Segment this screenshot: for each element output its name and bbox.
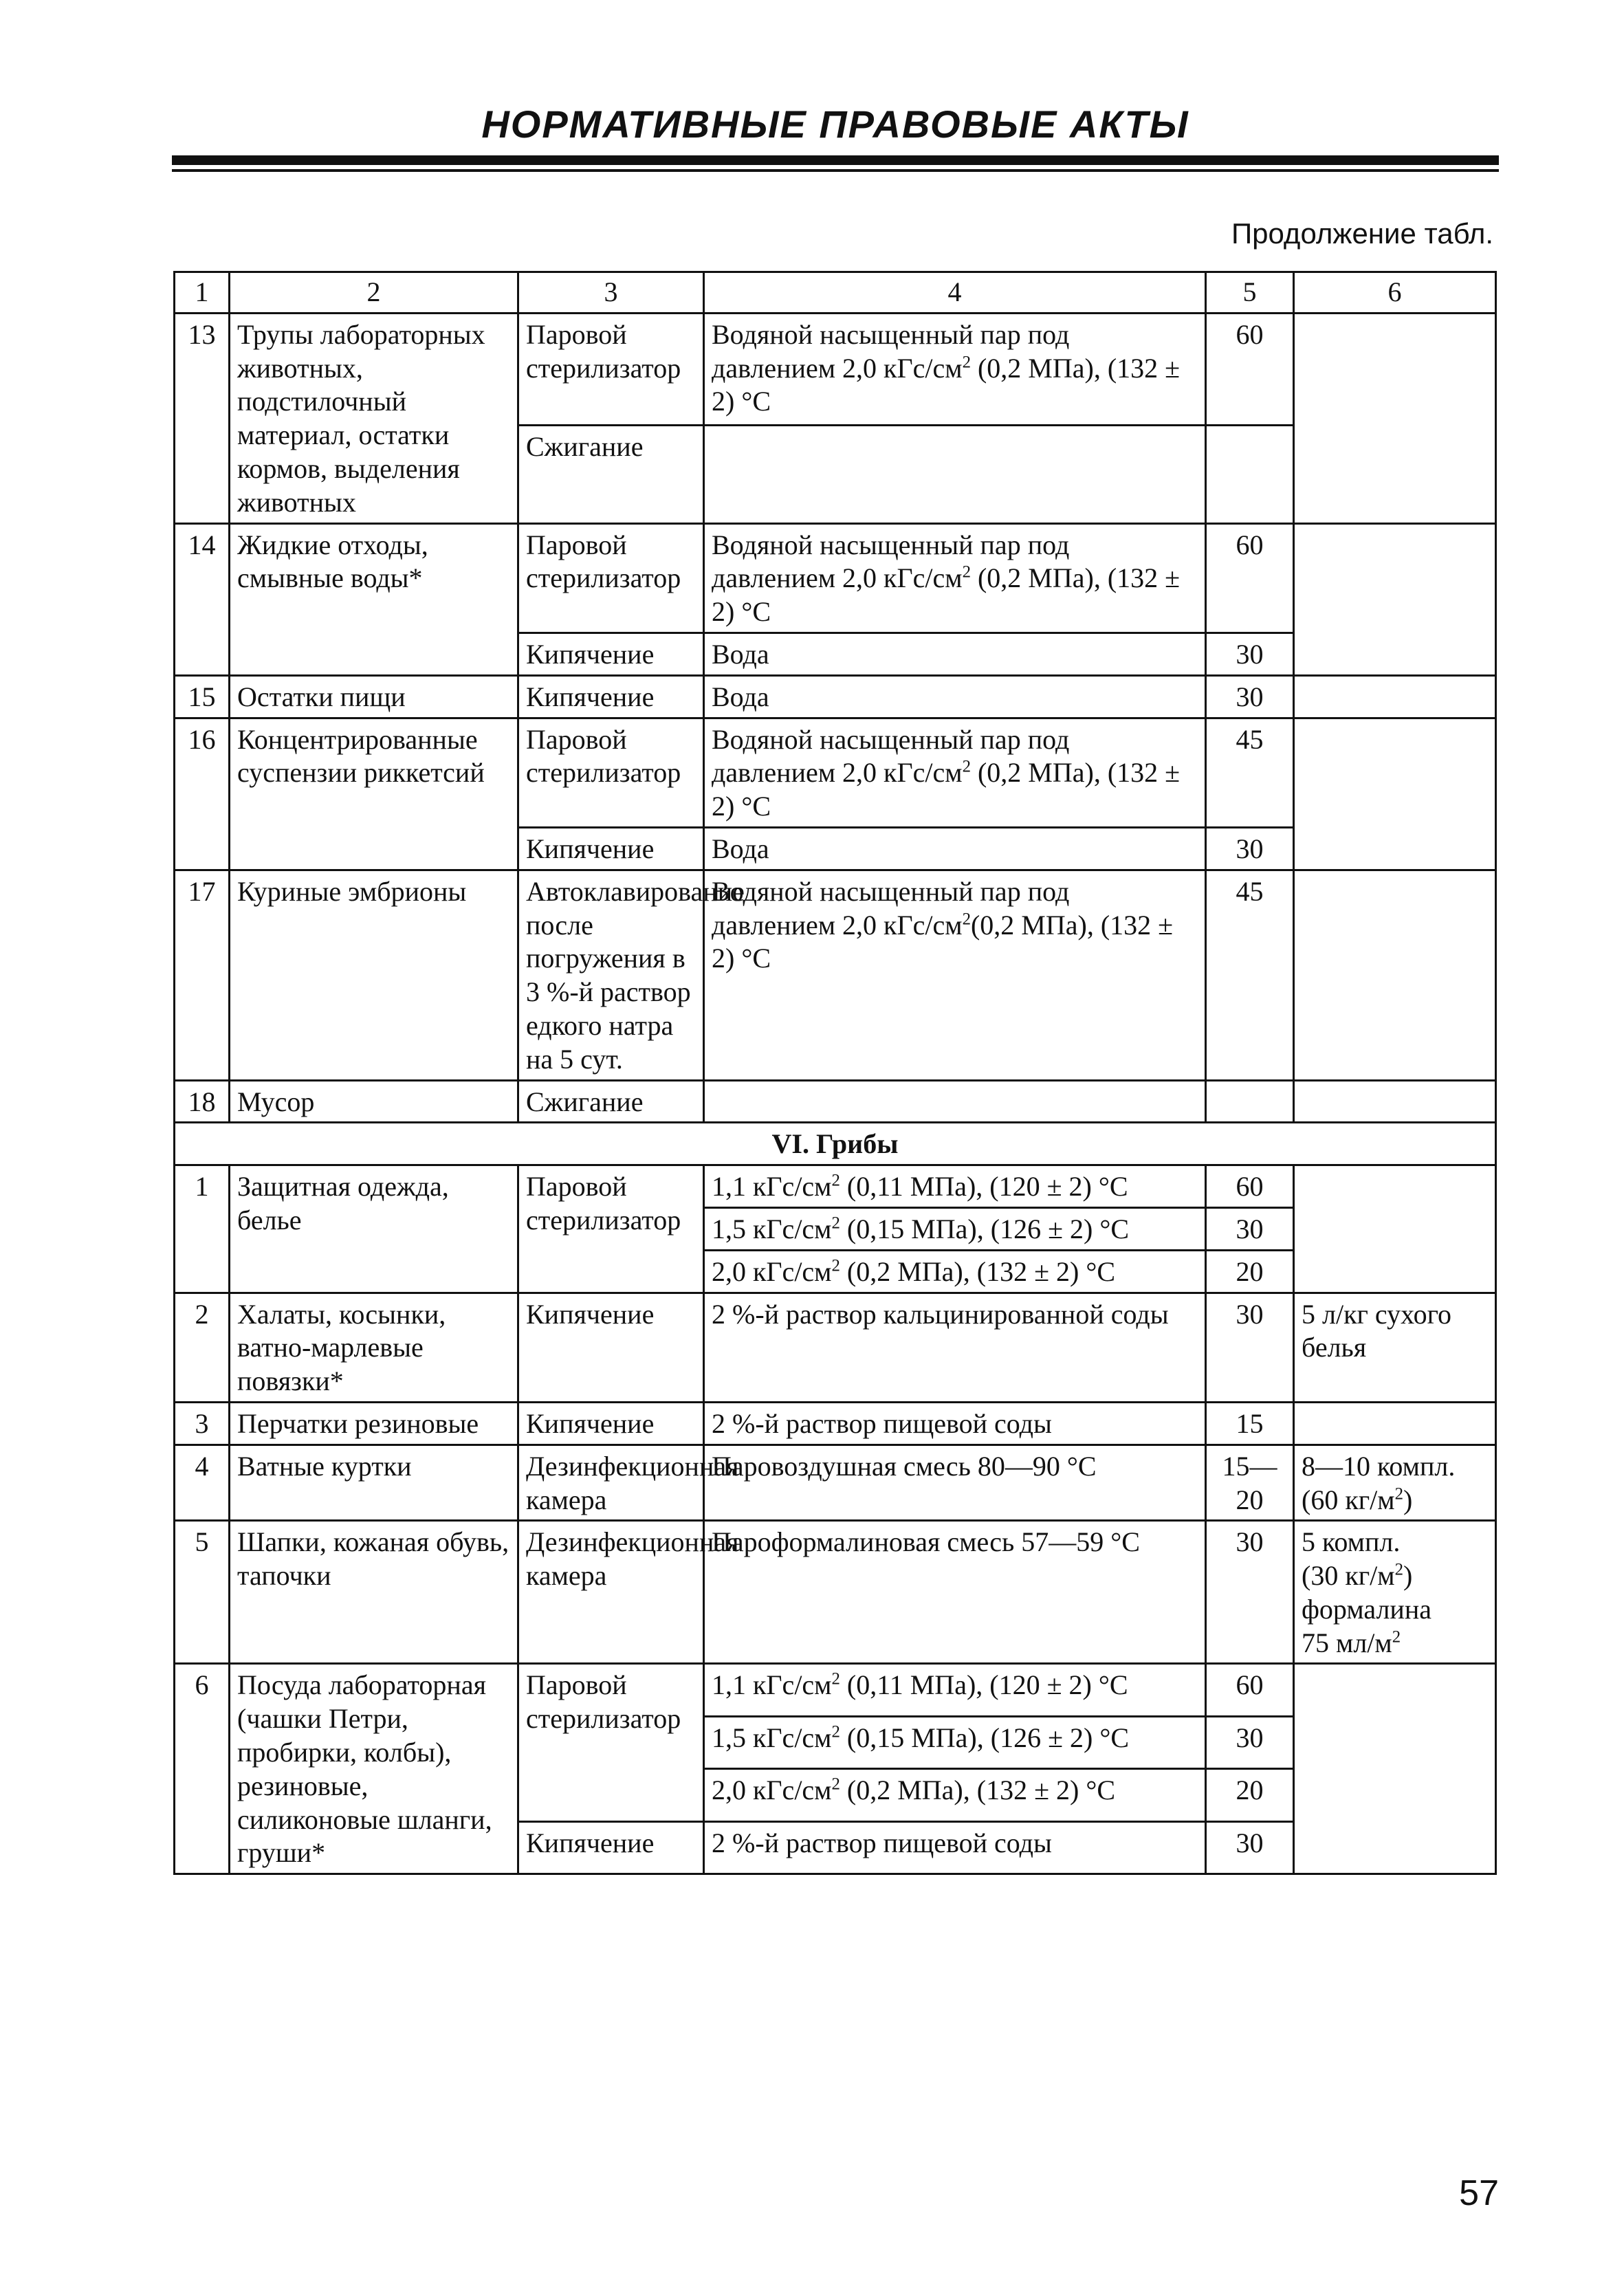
object-cell: Концентрированные суспензии риккетсий [230, 718, 518, 870]
col-number: 1 [175, 272, 230, 314]
object-cell: Защитная одежда, белье [230, 1165, 518, 1293]
method-cell: Автоклавирование после погружения в 3 %-й раствор едкого натра на 5 сут. [518, 870, 704, 1080]
agent-cell: 1,5 кГс/$см^2$ (0,15 МПа), (126 ± 2) °С [704, 1716, 1206, 1768]
time-cell [1206, 1080, 1294, 1123]
agent-cell: 1,1 кГс/$см^2$ (0,11 МПа), (120 ± 2) °С [704, 1664, 1206, 1716]
norm-cell: 8—10 компл. (60 $кг/м^2$) [1294, 1445, 1496, 1521]
object-cell: Посуда лабораторная (чашки Петри, пробирки, колбы), резиновые, силиконовые шланги, груши* [230, 1664, 518, 1874]
table-row [175, 1664, 1496, 1716]
time-cell: 30 [1206, 1521, 1294, 1664]
method-cell: Паровой стерилизатор [518, 1165, 704, 1293]
object-cell: Перчатки резиновые [230, 1402, 518, 1445]
table-row [175, 1293, 1496, 1402]
page-header-title: НОРМАТИВНЫЕ ПРАВОВЫЕ АКТЫ [481, 102, 1189, 146]
row-number: 5 [175, 1521, 230, 1664]
agent-cell: 2,0 кГс/$см^2$ (0,2 МПа), (132 ± 2) °С [704, 1769, 1206, 1821]
norm-cell [1294, 1402, 1496, 1445]
object-cell: Мусор [230, 1080, 518, 1123]
agent-cell: Паровоздушная смесь 80—90 °С [704, 1445, 1206, 1521]
table-row [175, 523, 1496, 633]
time-cell: 20 [1206, 1250, 1294, 1293]
agent-cell [704, 1080, 1206, 1123]
agent-cell [704, 425, 1206, 523]
norm-cell: 5 л/кг сухого белья [1294, 1293, 1496, 1402]
agent-cell: 2 %-й раствор пищевой соды [704, 1402, 1206, 1445]
row-number: 1 [175, 1165, 230, 1293]
section-heading-row [175, 1123, 1496, 1165]
method-cell: Сжигание [518, 425, 704, 523]
object-cell: Халаты, косынки, ватно-марлевые повязки* [230, 1293, 518, 1402]
section-heading: VI. Грибы [175, 1123, 1496, 1165]
row-number: 14 [175, 523, 230, 675]
row-number: 4 [175, 1445, 230, 1521]
disinfection-table [173, 271, 1497, 1875]
method-cell: Паровой стерилизатор [518, 523, 704, 633]
header-rule [172, 155, 1499, 165]
method-cell: Кипячение [518, 633, 704, 675]
time-cell: 30 [1206, 827, 1294, 870]
norm-cell [1294, 675, 1496, 718]
method-cell: Кипячение [518, 675, 704, 718]
object-cell: Остатки пищи [230, 675, 518, 718]
row-number: 18 [175, 1080, 230, 1123]
agent-cell: Вода [704, 827, 1206, 870]
norm-cell: 5 компл. (30 $кг/м^2$) формалина 75 $мл/м^2$ [1294, 1521, 1496, 1664]
col-number: 5 [1206, 272, 1294, 314]
header-rule-thin [172, 169, 1499, 172]
table-continuation-label: Продолжение табл. [1231, 217, 1493, 250]
time-cell: 60 [1206, 523, 1294, 633]
object-cell: Куриные эмбрионы [230, 870, 518, 1080]
agent-cell: 2,0 кГс/$см^2$ (0,2 МПа), (132 ± 2) °С [704, 1250, 1206, 1293]
method-cell: Кипячение [518, 1293, 704, 1402]
time-cell: 60 [1206, 1664, 1294, 1716]
agent-cell: 1,5 кГс/$см^2$ (0,15 МПа), (126 ± 2) °С [704, 1207, 1206, 1250]
method-cell: Паровой стерилизатор [518, 1664, 704, 1821]
time-cell: 15—20 [1206, 1445, 1294, 1521]
time-cell: 30 [1206, 1716, 1294, 1768]
time-cell: 15 [1206, 1402, 1294, 1445]
object-cell: Жидкие отходы, смывные воды* [230, 523, 518, 675]
norm-cell [1294, 1664, 1496, 1874]
norm-cell [1294, 313, 1496, 523]
time-cell: 60 [1206, 1165, 1294, 1208]
time-cell [1206, 425, 1294, 523]
table-row [175, 1165, 1496, 1208]
method-cell: Дезинфекционная камера [518, 1445, 704, 1521]
norm-cell [1294, 523, 1496, 675]
object-cell: Ватные куртки [230, 1445, 518, 1521]
object-cell: Шапки, кожаная обувь, тапочки [230, 1521, 518, 1664]
time-cell: 30 [1206, 1293, 1294, 1402]
agent-cell: 2 %-й раствор пищевой соды [704, 1821, 1206, 1874]
agent-cell: Водяной насыщенный пар под давлением 2,0 кГс/$см^2(0,2$ МПа), (132 ± 2) °С [704, 870, 1206, 1080]
agent-cell: 1,1 кГс/$см^2$ (0,11 МПа), (120 ± 2) °С [704, 1165, 1206, 1208]
agent-cell: Пароформалиновая смесь 57—59 °С [704, 1521, 1206, 1664]
table-row [175, 313, 1496, 425]
page-number: 57 [1459, 2173, 1499, 2213]
norm-cell [1294, 1165, 1496, 1293]
time-cell: 30 [1206, 675, 1294, 718]
norm-cell [1294, 718, 1496, 870]
method-cell: Дезинфекционная камера [518, 1521, 704, 1664]
table-row [175, 1080, 1496, 1123]
object-cell: Трупы лабораторных животных, подстилочный материал, остатки кормов, выделения животных [230, 313, 518, 523]
time-cell: 45 [1206, 718, 1294, 827]
table-row [175, 675, 1496, 718]
row-number: 17 [175, 870, 230, 1080]
method-cell: Кипячение [518, 1821, 704, 1874]
row-number: 13 [175, 313, 230, 523]
table-row [175, 1402, 1496, 1445]
time-cell: 30 [1206, 1207, 1294, 1250]
table-row [175, 718, 1496, 827]
row-number: 3 [175, 1402, 230, 1445]
method-cell: Паровой стерилизатор [518, 718, 704, 827]
agent-cell: 2 %-й раствор кальцинированной соды [704, 1293, 1206, 1402]
agent-cell: Водяной насыщенный пар под давлением 2,0 кГс/$см^2$ (0,2 МПа), (132 ± 2) °С [704, 313, 1206, 425]
norm-cell [1294, 870, 1496, 1080]
norm-cell [1294, 1080, 1496, 1123]
agent-cell: Водяной насыщенный пар под давлением 2,0 кГс/$см^2$ (0,2 МПа), (132 ± 2) °С [704, 718, 1206, 827]
row-number: 6 [175, 1664, 230, 1874]
time-cell: 30 [1206, 1821, 1294, 1874]
row-number: 16 [175, 718, 230, 870]
time-cell: 45 [1206, 870, 1294, 1080]
col-number: 6 [1294, 272, 1496, 314]
row-number: 15 [175, 675, 230, 718]
table-row [175, 1521, 1496, 1664]
agent-cell: Водяной насыщенный пар под давлением 2,0 кГс/$см^2$ (0,2 МПа), (132 ± 2) °С [704, 523, 1206, 633]
method-cell: Кипячение [518, 827, 704, 870]
method-cell: Кипячение [518, 1402, 704, 1445]
time-cell: 60 [1206, 313, 1294, 425]
method-cell: Паровой стерилизатор [518, 313, 704, 425]
agent-cell: Вода [704, 675, 1206, 718]
method-cell: Сжигание [518, 1080, 704, 1123]
column-numbers-row [175, 272, 1496, 314]
table-row [175, 870, 1496, 1080]
col-number: 4 [704, 272, 1206, 314]
col-number: 2 [230, 272, 518, 314]
col-number: 3 [518, 272, 704, 314]
row-number: 2 [175, 1293, 230, 1402]
time-cell: 30 [1206, 633, 1294, 675]
time-cell: 20 [1206, 1769, 1294, 1821]
table-row [175, 1445, 1496, 1521]
agent-cell: Вода [704, 633, 1206, 675]
